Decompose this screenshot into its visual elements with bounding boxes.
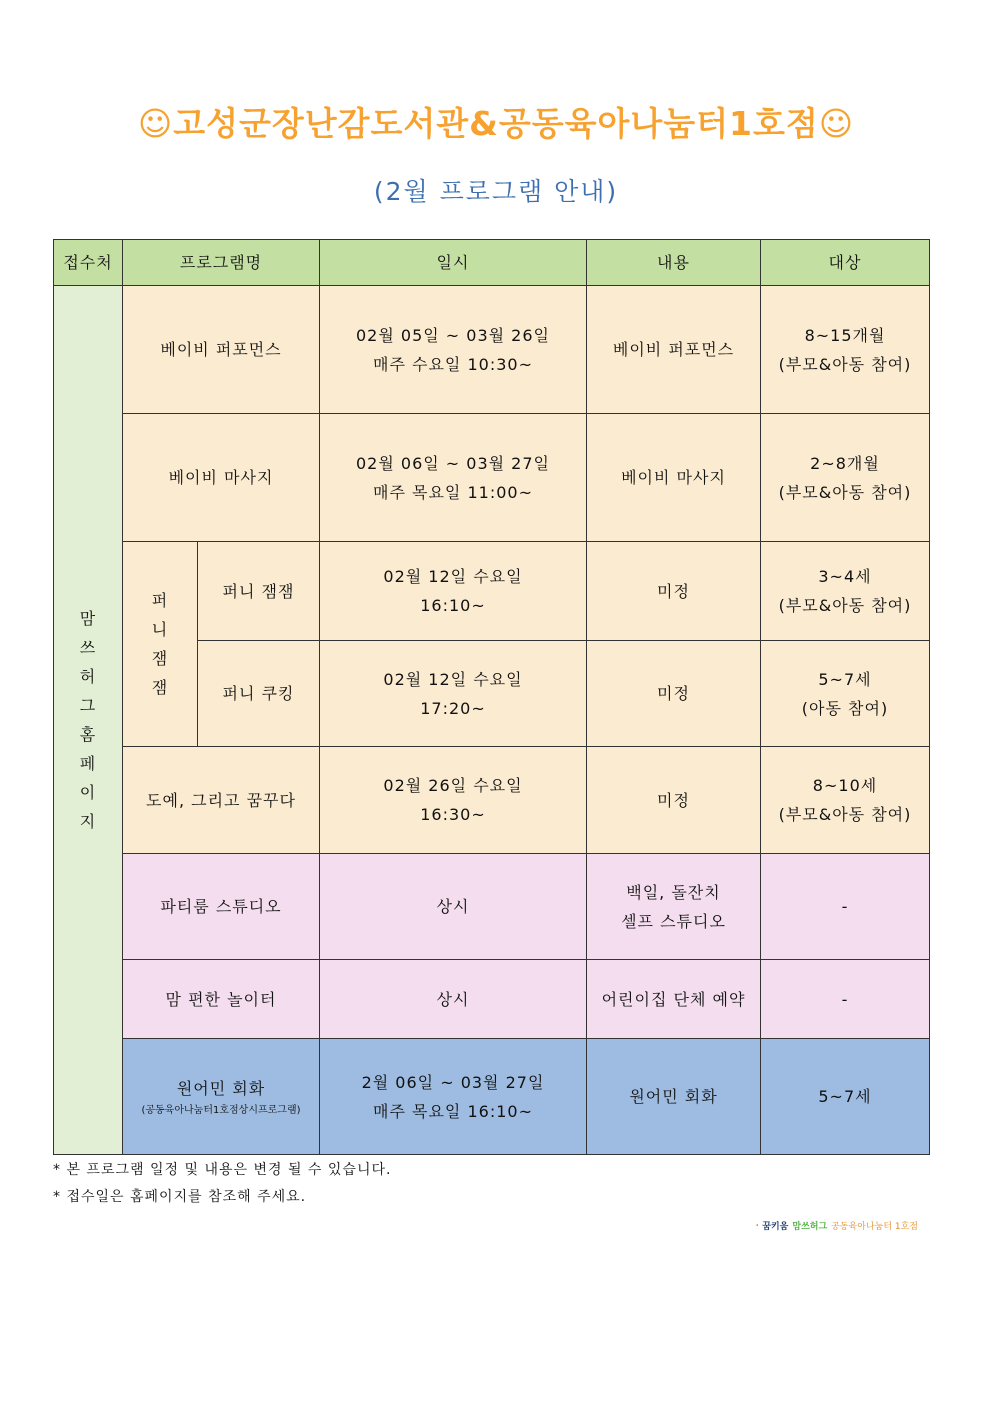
logo-nanum: 공동육아나눔터 1호점	[831, 1221, 918, 1232]
page-subtitle: (2월 프로그램 안내)	[373, 177, 619, 206]
program-target: 8~15개월 (부모&아동 참여)	[761, 286, 930, 414]
table-row	[54, 854, 930, 960]
table-row	[54, 542, 930, 641]
program-content: 베이비 퍼포먼스	[587, 286, 761, 414]
program-datetime: 02월 12일 수요일 17:20~	[320, 641, 587, 747]
program-content: 원어민 회화	[587, 1039, 761, 1155]
house-logo-icon	[756, 1218, 758, 1232]
header-content: 내용	[587, 240, 761, 286]
program-name-note: (공동육아나눔터1호점상시프로그램)	[141, 1105, 301, 1116]
page-title: ☺고성군장난감도서관&공동육아나눔터1호점☺	[137, 104, 855, 143]
program-target: 2~8개월 (부모&아동 참여)	[761, 414, 930, 542]
program-target: 3~4세 (부모&아동 참여)	[761, 542, 930, 641]
program-content: 백일, 돌잔치 셀프 스튜디오	[587, 854, 761, 960]
table-header-row	[54, 240, 930, 286]
header-datetime: 일시	[320, 240, 587, 286]
program-name: 베이비 퍼포먼스	[123, 286, 320, 414]
program-datetime: 2월 06일 ~ 03월 27일 매주 목요일 16:10~	[320, 1039, 587, 1155]
reception-cell: 맘 쓰 허 그 홈 페 이 지	[54, 286, 123, 1155]
table-row	[54, 286, 930, 414]
table-row	[54, 960, 930, 1039]
program-name: 맘 편한 놀이터	[123, 960, 320, 1039]
program-name-cell	[123, 1039, 320, 1155]
logo-kkumkium: 꿈키움	[762, 1221, 789, 1232]
funny-group-cell: 퍼 니 잼 잼	[123, 542, 198, 747]
program-name: 베이비 마사지	[123, 414, 320, 542]
logo-momhug: 맘쓰허그	[792, 1221, 828, 1232]
program-name: 퍼니 쿠킹	[198, 641, 320, 747]
program-target: -	[761, 960, 930, 1039]
program-target: 8~10세 (부모&아동 참여)	[761, 747, 930, 854]
program-content: 베이비 마사지	[587, 414, 761, 542]
program-name: 퍼니 잼잼	[198, 542, 320, 641]
header-reception: 접수처	[54, 240, 123, 286]
program-datetime: 02월 06일 ~ 03월 27일 매주 목요일 11:00~	[320, 414, 587, 542]
note-schedule-change: * 본 프로그램 일정 및 내용은 변경 될 수 있습니다.	[53, 1162, 392, 1178]
program-content: 미정	[587, 641, 761, 747]
program-name: 원어민 회화	[176, 1079, 266, 1098]
program-name: 도예, 그리고 꿈꾸다	[123, 747, 320, 854]
program-datetime: 상시	[320, 960, 587, 1039]
program-datetime: 02월 26일 수요일 16:30~	[320, 747, 587, 854]
program-content: 미정	[587, 542, 761, 641]
table-row	[54, 747, 930, 854]
program-table	[53, 239, 930, 1155]
program-name: 파티룸 스튜디오	[123, 854, 320, 960]
table-row	[54, 414, 930, 542]
header-target: 대상	[761, 240, 930, 286]
table-row	[54, 1039, 930, 1155]
program-target: -	[761, 854, 930, 960]
program-target: 5~7세 (아동 참여)	[761, 641, 930, 747]
program-datetime: 02월 05일 ~ 03월 26일 매주 수요일 10:30~	[320, 286, 587, 414]
logo-strip	[756, 1214, 918, 1236]
program-datetime: 02월 12일 수요일 16:10~	[320, 542, 587, 641]
note-registration: * 접수일은 홈페이지를 참조해 주세요.	[53, 1189, 307, 1205]
header-program-name: 프로그램명	[123, 240, 320, 286]
program-content: 미정	[587, 747, 761, 854]
program-datetime: 상시	[320, 854, 587, 960]
program-target: 5~7세	[761, 1039, 930, 1155]
program-content: 어린이집 단체 예약	[587, 960, 761, 1039]
